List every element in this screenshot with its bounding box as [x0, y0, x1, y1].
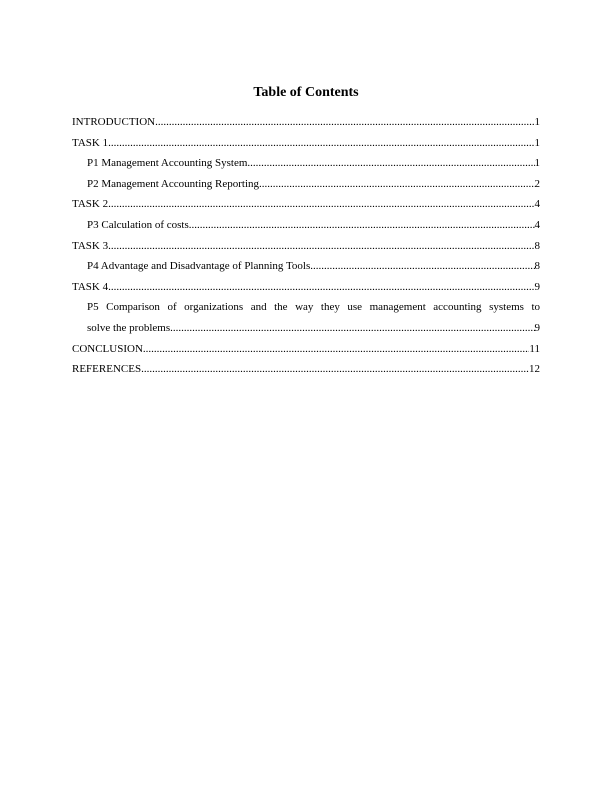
toc-entry-label: P4 Advantage and Disadvantage of Planning Tools: [87, 260, 311, 273]
toc-entry-label: P2 Management Accounting Reporting: [87, 177, 259, 190]
dot-leader: [189, 215, 535, 236]
toc-entry-p5[interactable]: [72, 297, 540, 338]
toc-entry-references[interactable]: [72, 359, 540, 380]
toc-entry-page: 4: [534, 218, 540, 231]
table-of-contents: [72, 112, 540, 380]
dot-leader: [141, 359, 529, 380]
toc-entry-label: P1 Management Accounting System: [87, 157, 248, 170]
toc-entry-page: 1: [534, 157, 540, 170]
dot-leader: [143, 339, 530, 360]
dot-leader: [310, 256, 534, 277]
toc-entry-page: 4: [534, 198, 540, 211]
toc-entry-task-3[interactable]: [72, 236, 540, 257]
toc-entry-p2[interactable]: [72, 174, 540, 195]
toc-entry-page: 2: [534, 177, 540, 190]
toc-entry-label-line-2-row: [87, 318, 540, 339]
toc-entry-task-2[interactable]: [72, 194, 540, 215]
toc-entry-task-4[interactable]: [72, 277, 540, 298]
toc-entry-page: 8: [534, 239, 540, 252]
toc-entry-label-line-2: solve the problems: [87, 321, 171, 334]
toc-entry-page: 8: [534, 260, 540, 273]
toc-entry-label: TASK 1: [72, 136, 109, 149]
toc-entry-page: 1: [534, 116, 540, 128]
toc-entry-page: 1: [534, 136, 540, 149]
toc-entry-page: 11: [529, 342, 540, 355]
toc-entry-page: 12: [529, 363, 540, 376]
toc-entry-label: INTRODUCTION: [72, 116, 156, 128]
dot-leader: [108, 236, 534, 257]
toc-entry-task-1[interactable]: [72, 133, 540, 154]
toc-entry-label-line-1: P5 Comparison of organizations and the way they use management accounting systems to: [87, 301, 540, 314]
dot-leader: [108, 133, 534, 154]
dot-leader: [259, 174, 535, 195]
toc-entry-label: P3 Calculation of costs: [87, 218, 189, 231]
toc-entry-conclusion[interactable]: [72, 339, 540, 360]
toc-entry-label: TASK 3: [72, 239, 109, 252]
dot-leader: [170, 318, 534, 339]
toc-entry-p3[interactable]: [72, 215, 540, 236]
toc-entry-p1[interactable]: [72, 153, 540, 174]
toc-entry-label: TASK 4: [72, 280, 109, 293]
dot-leader: [247, 153, 534, 174]
toc-entry-label: REFERENCES: [72, 363, 142, 376]
dot-leader: [108, 194, 534, 215]
toc-entry-introduction[interactable]: [72, 112, 540, 133]
toc-entry-p4[interactable]: [72, 256, 540, 277]
toc-entry-page: 9: [534, 280, 540, 293]
toc-entry-label: TASK 2: [72, 198, 109, 211]
dot-leader: [155, 112, 534, 133]
dot-leader: [108, 277, 534, 298]
toc-entry-label: CONCLUSION: [72, 342, 143, 355]
toc-title: Table of Contents: [253, 85, 359, 100]
toc-entry-page: 9: [534, 321, 540, 334]
